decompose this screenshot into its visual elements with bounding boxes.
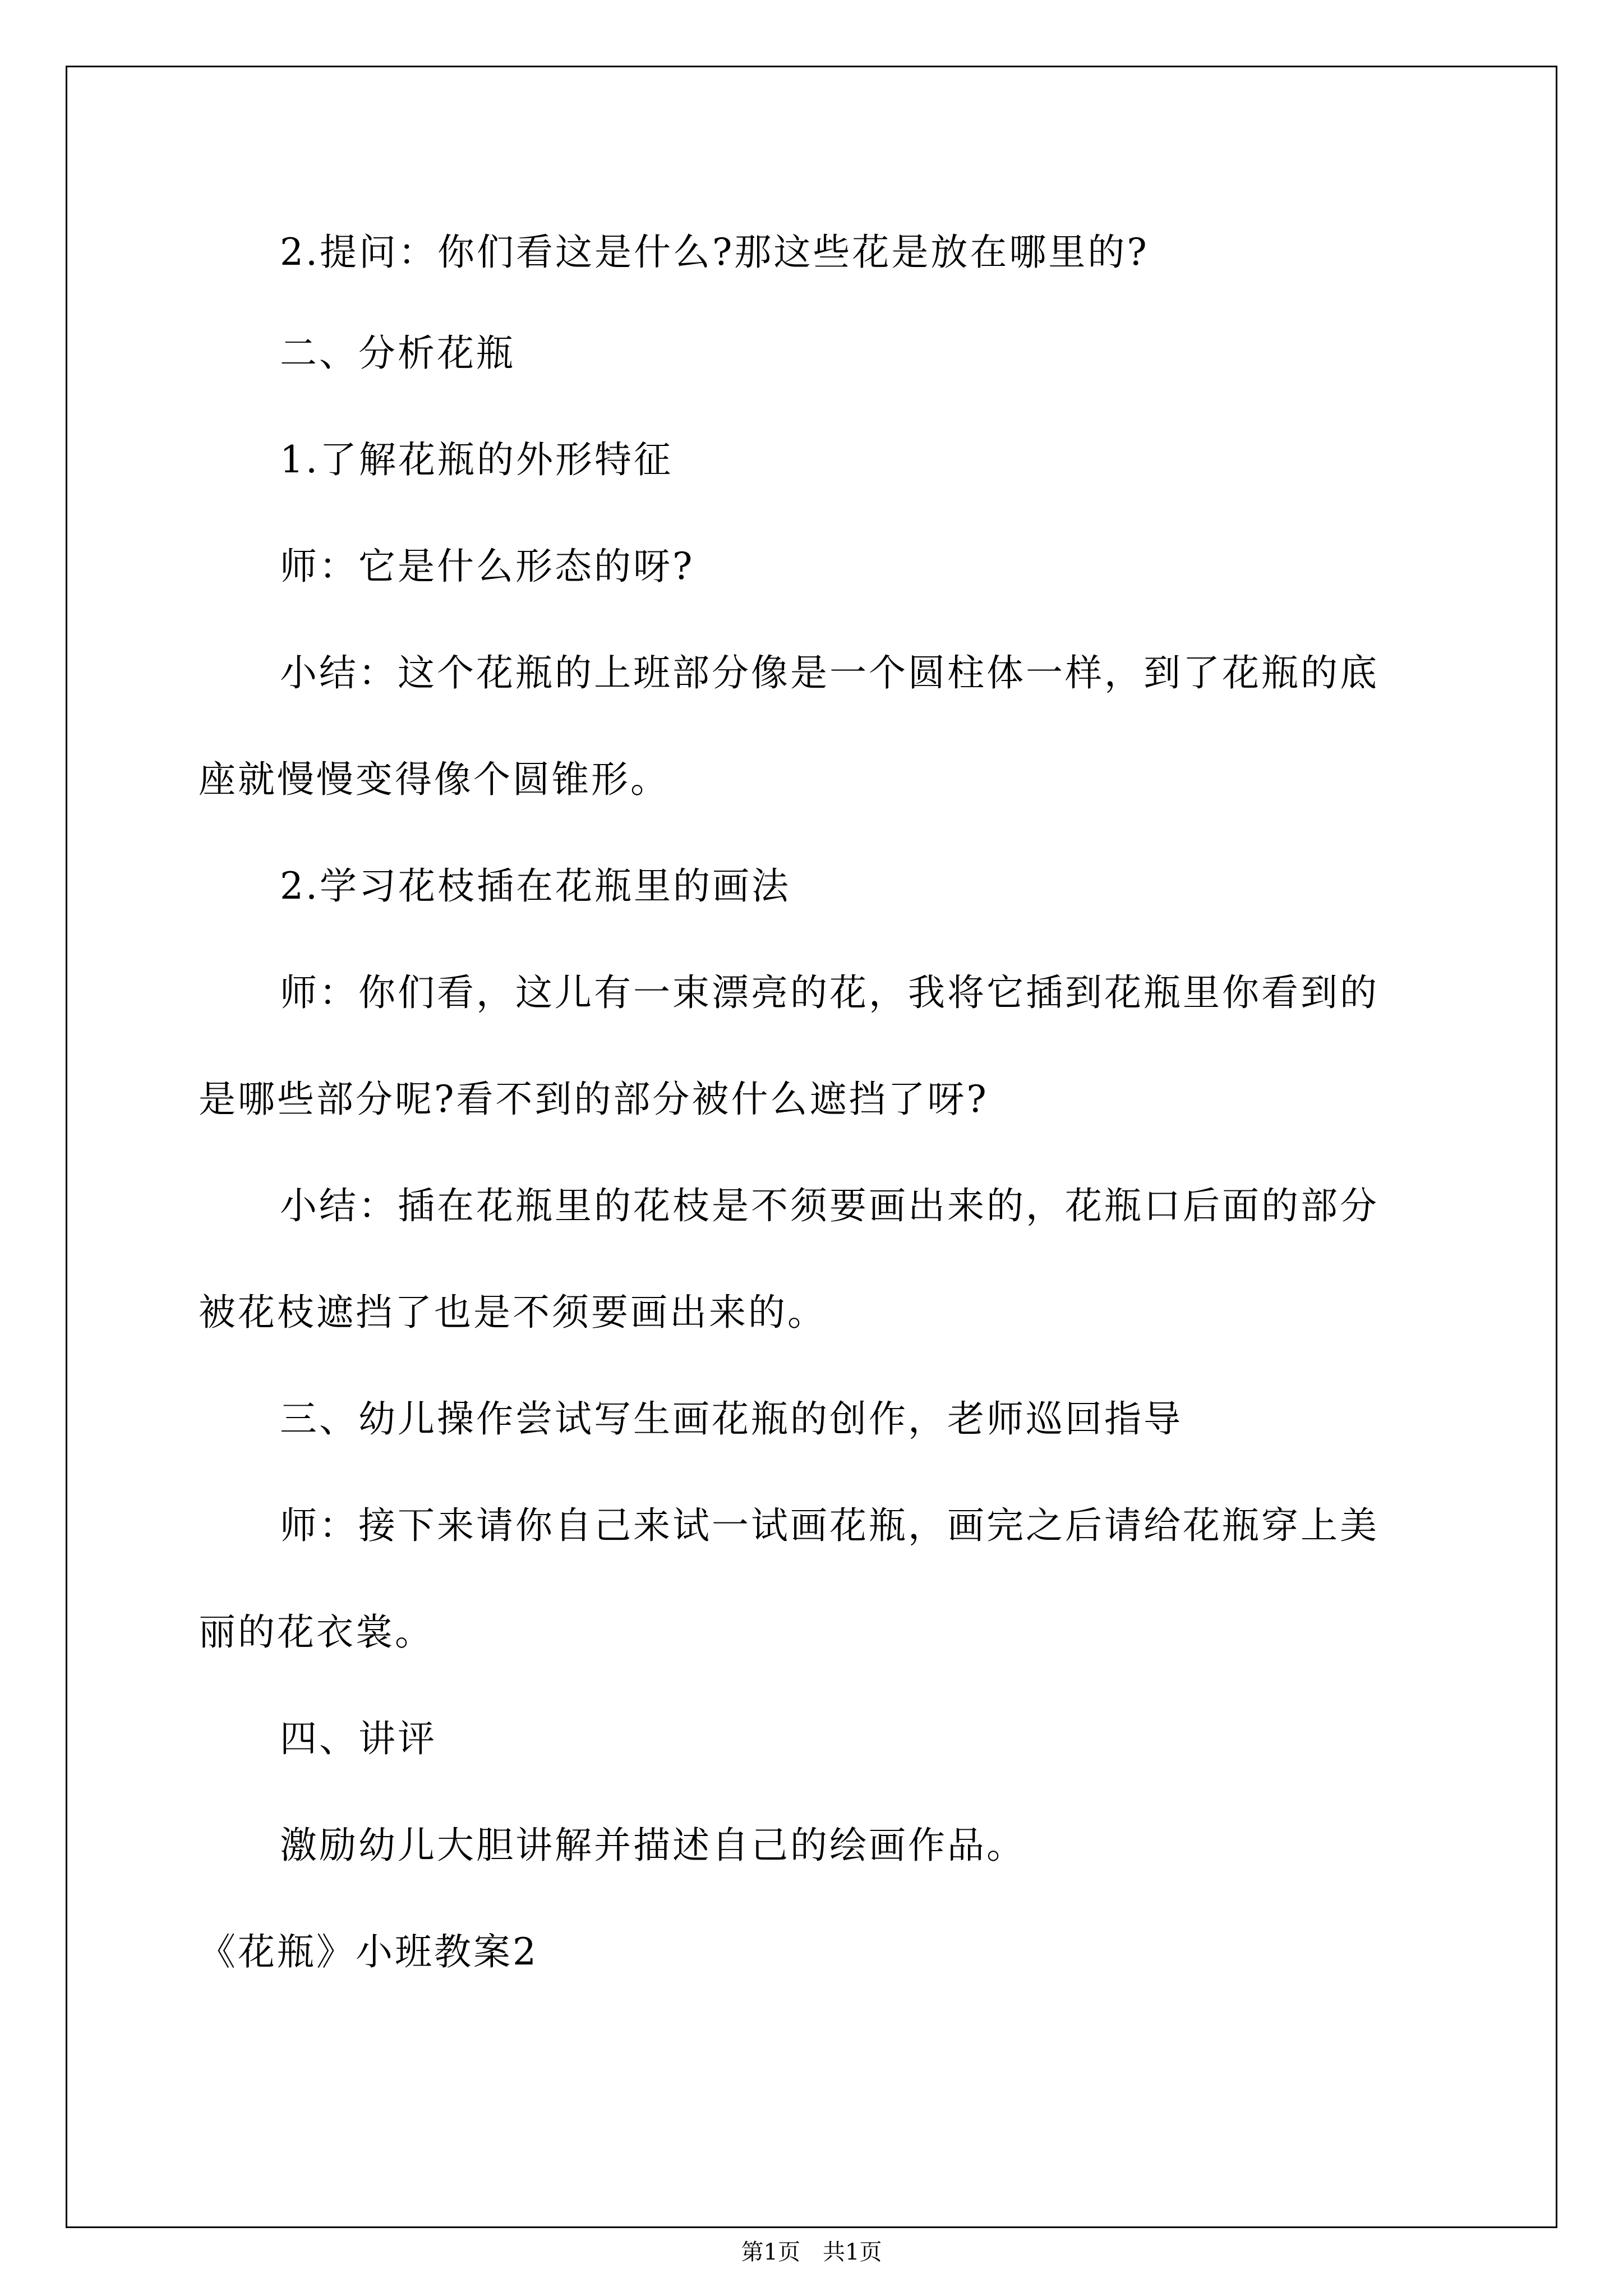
paragraph-summary-2-line2: 被花枝遮挡了也是不须要画出来的。 (199, 1291, 827, 1334)
paragraph-encourage: 激励幼儿大胆讲解并描述自己的绘画作品。 (280, 1824, 1026, 1867)
paragraph-summary-1-line2: 座就慢慢变得像个圆锥形。 (199, 758, 670, 801)
lesson-plan-title-2: 《花瓶》小班教案2 (199, 1930, 538, 1973)
page-footer: 第1页 共1页 (741, 2239, 882, 2265)
page-border (66, 66, 1557, 2228)
paragraph-teacher-3-line1: 师：接下来请你自己来试一试画花瓶，画完之后请给花瓶穿上美 (280, 1504, 1379, 1547)
paragraph-summary-2-line1: 小结：插在花瓶里的花枝是不须要画出来的，花瓶口后面的部分 (280, 1184, 1379, 1227)
paragraph-question: 2.提问：你们看这是什么?那这些花是放在哪里的? (280, 231, 1149, 274)
paragraph-subheading-1: 1.了解花瓶的外形特征 (280, 438, 673, 481)
paragraph-teacher-1: 师：它是什么形态的呀? (280, 545, 695, 588)
paragraph-summary-1-line1: 小结：这个花瓶的上班部分像是一个圆柱体一样，到了花瓶的底 (280, 651, 1379, 694)
paragraph-teacher-2-line2: 是哪些部分呢?看不到的部分被什么遮挡了呀? (199, 1078, 989, 1121)
paragraph-teacher-2-line1: 师：你们看，这儿有一束漂亮的花，我将它插到花瓶里你看到的 (280, 971, 1379, 1014)
paragraph-subheading-2: 2.学习花枝插在花瓶里的画法 (280, 864, 791, 908)
section-heading-3: 三、幼儿操作尝试写生画花瓶的创作，老师巡回指导 (280, 1397, 1183, 1441)
paragraph-teacher-3-line2: 丽的花衣裳。 (199, 1611, 434, 1654)
section-heading-2: 二、分析花瓶 (280, 332, 515, 375)
section-heading-4: 四、讲评 (280, 1717, 437, 1760)
